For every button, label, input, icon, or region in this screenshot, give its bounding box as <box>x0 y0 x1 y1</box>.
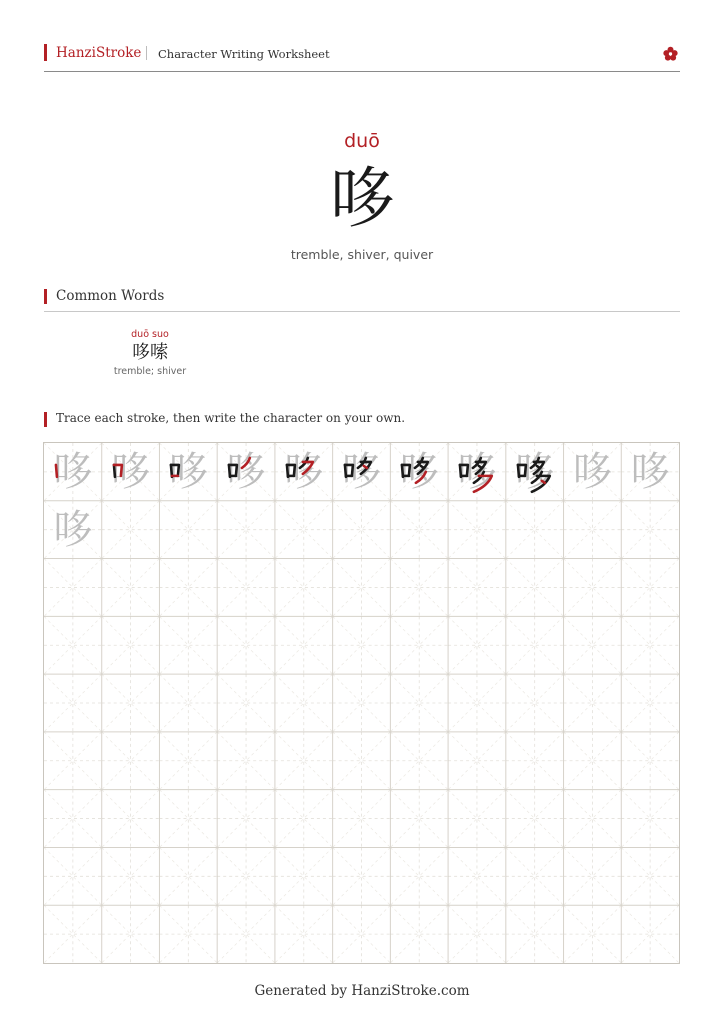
stroke-order-overlay <box>102 443 160 501</box>
trace-character: 哆 <box>572 448 613 495</box>
stroke-step-cell[interactable] <box>333 443 391 501</box>
trace-character: 哆 <box>226 448 267 495</box>
stroke-step-cell[interactable] <box>275 443 333 501</box>
stroke-order-overlay <box>159 443 217 501</box>
trace-cell[interactable] <box>564 443 622 501</box>
stroke-order-overlay <box>333 443 391 501</box>
stroke-step-cell[interactable] <box>390 443 448 501</box>
header-separator <box>146 46 147 60</box>
word-meaning: tremble; shiver <box>113 366 187 377</box>
stroke-order-overlay <box>448 443 506 501</box>
practice-grid[interactable] <box>43 442 680 964</box>
current-stroke <box>542 481 545 483</box>
section-divider <box>44 311 680 312</box>
trace-character: 哆 <box>110 448 151 495</box>
brand-accent-bar <box>44 44 47 61</box>
stroke-order-overlay <box>217 443 275 501</box>
brand-name[interactable]: HanziStroke <box>56 45 142 61</box>
word-hanzi: 哆嗦 <box>132 342 168 363</box>
completed-stroke <box>114 465 115 477</box>
current-stroke <box>242 458 250 468</box>
trace-character: 哆 <box>630 448 671 495</box>
section-accent-bar <box>44 289 47 304</box>
trace-character: 哆 <box>168 448 209 495</box>
section-accent-bar <box>44 412 47 427</box>
completed-stroke <box>532 476 550 492</box>
stroke-order-overlay <box>390 443 448 501</box>
trace-character: 哆 <box>341 448 382 495</box>
worksheet-header <box>44 44 680 72</box>
trace-character: 哆 <box>399 448 440 495</box>
completed-stroke <box>421 466 424 468</box>
flower-icon <box>663 46 678 61</box>
stroke-step-cell[interactable] <box>448 443 506 501</box>
current-stroke <box>56 465 57 477</box>
trace-character: 哆 <box>52 448 93 495</box>
word-card <box>108 329 192 378</box>
stroke-step-cell[interactable] <box>44 443 102 501</box>
trace-character: 哆 <box>283 448 324 495</box>
character-hanzi: 哆 <box>329 160 395 237</box>
trace-cell[interactable] <box>44 501 102 559</box>
stroke-order-overlay <box>44 443 102 501</box>
current-stroke <box>363 466 366 468</box>
worksheet-subtitle: Character Writing Worksheet <box>158 47 330 61</box>
current-stroke <box>474 476 492 492</box>
trace-character: 哆 <box>52 506 93 553</box>
stroke-order-overlay <box>275 443 333 501</box>
footer-credit: Generated by HanziStroke.com <box>254 983 470 999</box>
word-pinyin: duō suo <box>131 329 169 340</box>
trace-character: 哆 <box>514 448 555 495</box>
stroke-step-cell[interactable] <box>217 443 275 501</box>
trace-character: 哆 <box>456 448 497 495</box>
stroke-step-cell[interactable] <box>506 443 564 501</box>
stroke-step-cell[interactable] <box>102 443 160 501</box>
grid-lines <box>44 443 679 963</box>
stroke-order-overlay <box>506 443 564 501</box>
character-meaning: tremble, shiver, quiver <box>290 247 434 262</box>
stroke-step-cell[interactable] <box>159 443 217 501</box>
character-pinyin: duō <box>344 130 380 152</box>
completed-stroke <box>479 466 482 468</box>
trace-cell[interactable] <box>621 443 679 501</box>
common-words-title: Common Words <box>56 288 165 304</box>
practice-instruction: Trace each stroke, then write the character on your own. <box>56 411 406 425</box>
completed-stroke <box>537 466 540 468</box>
